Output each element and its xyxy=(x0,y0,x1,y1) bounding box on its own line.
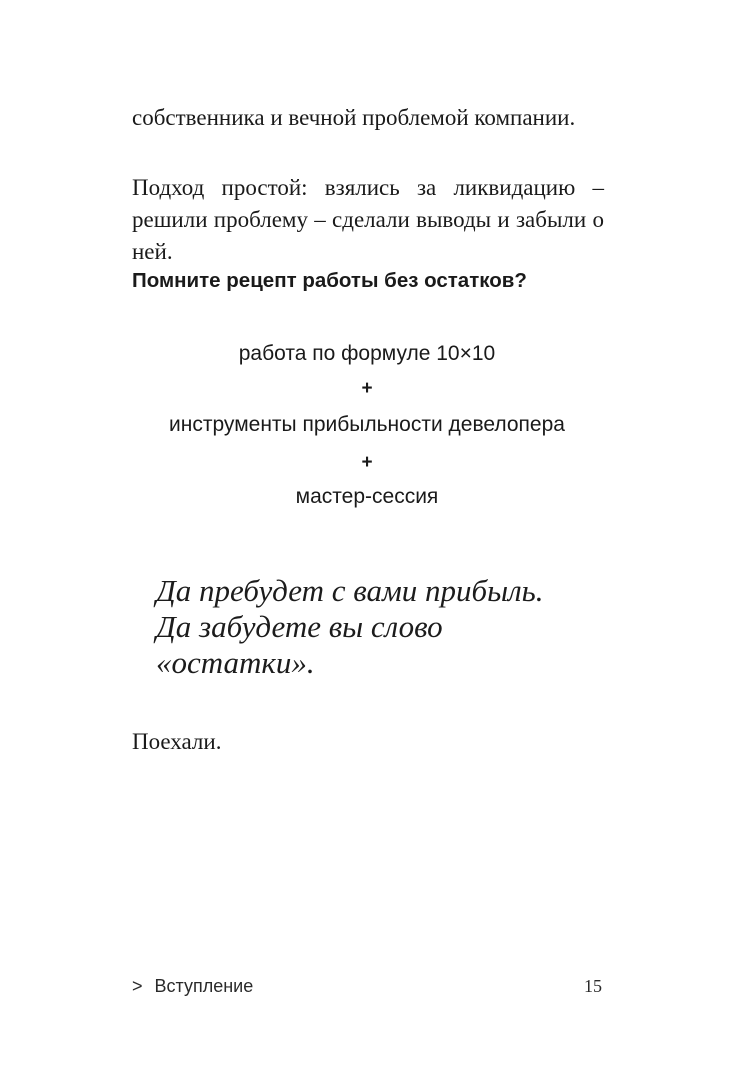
bold-question: Помните рецепт работы без остатков? xyxy=(132,269,527,292)
quote-line-2: Да забудете вы слово xyxy=(156,609,443,644)
formula-plus-1: + xyxy=(361,378,373,399)
page-footer xyxy=(132,971,602,1001)
section-nav-link[interactable] xyxy=(132,971,253,1001)
paragraph-1: собственника и вечной проблемой компании. xyxy=(132,105,576,130)
quote-line-1: Да пребудет с вами прибыль. xyxy=(156,573,544,608)
formula-line-2: инструменты прибыльности девелопера xyxy=(169,413,565,436)
closing-line: Поехали. xyxy=(132,729,222,754)
italic-quote xyxy=(156,573,626,681)
page-number: 15 xyxy=(584,976,602,996)
quote-line-3: «остатки». xyxy=(156,645,315,680)
section-title: Вступление xyxy=(154,976,254,996)
paragraph-2: Подход простой: взялись за ликвидацию – решили проблему – сделали выводы и забыли о ней. xyxy=(132,175,604,264)
formula-line-3: мастер-сессия xyxy=(295,485,439,508)
formula-plus-2: + xyxy=(361,452,373,473)
chevron-right-icon: > xyxy=(132,976,143,996)
formula-line-1: работа по формуле 10×10 xyxy=(238,342,496,365)
